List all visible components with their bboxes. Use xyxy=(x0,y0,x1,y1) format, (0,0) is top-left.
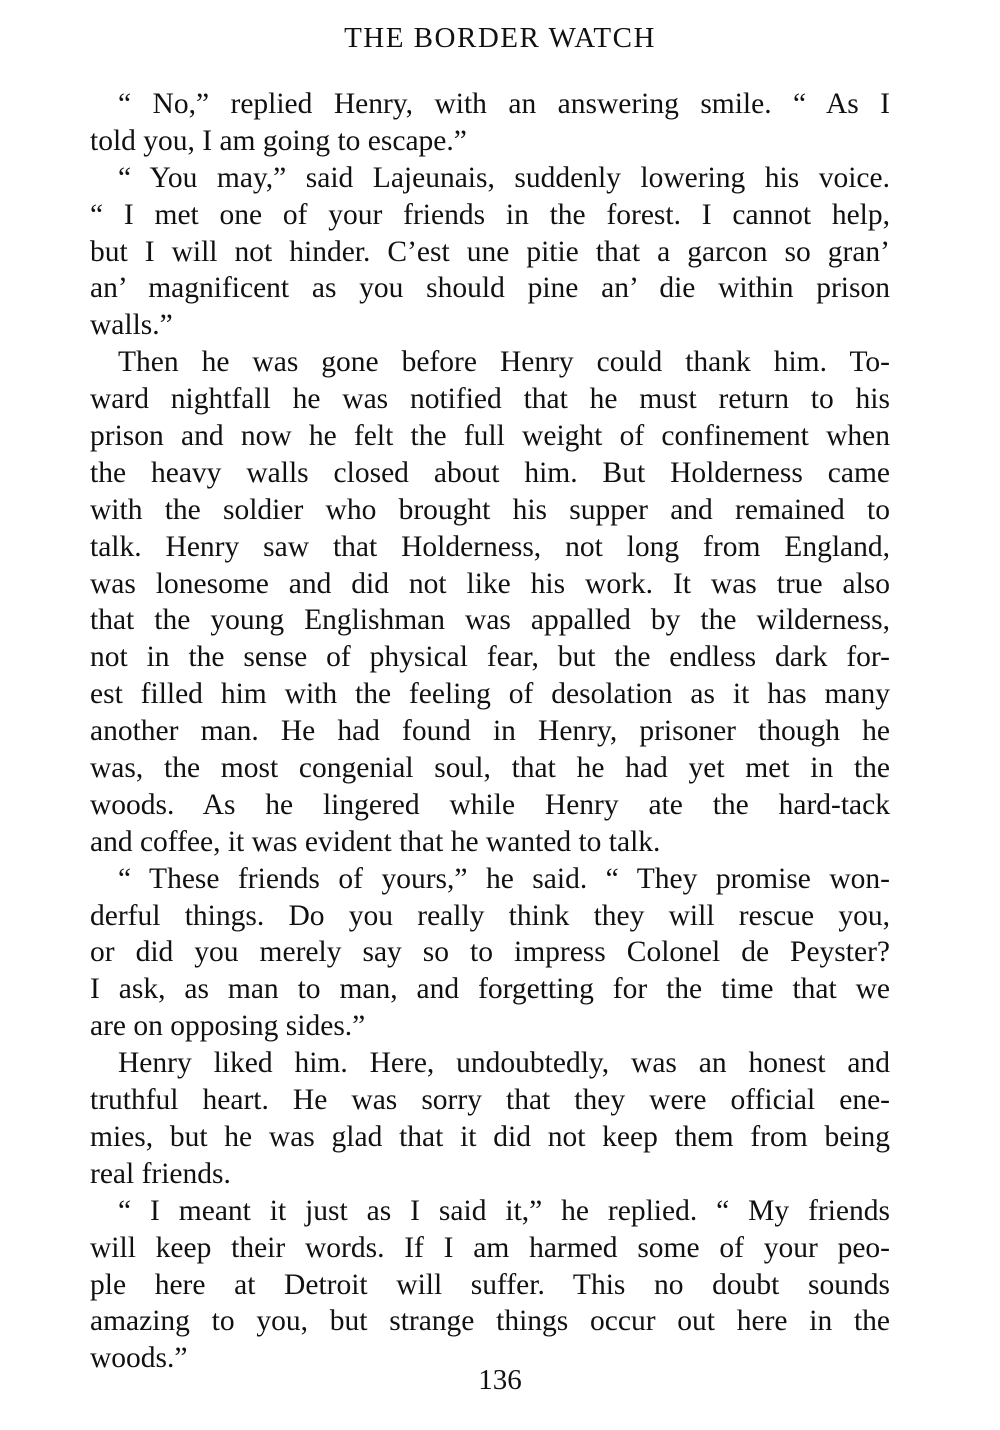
running-head: THE BORDER WATCH xyxy=(344,22,656,54)
text-line: est filled him with the feeling of desolation as it has many xyxy=(90,678,890,711)
text-line: truthful heart. He was sorry that they were official ene- xyxy=(90,1084,890,1117)
text-line: ple here at Detroit will suffer. This no doubt sounds xyxy=(90,1268,890,1301)
text-line: mies, but he was glad that it did not keep them from being xyxy=(90,1120,890,1153)
text-line: real friends. xyxy=(90,1157,231,1190)
text-line: “ I meant it just as I said it,” he replied. “ My friends xyxy=(118,1194,890,1227)
text-line: that the young Englishman was appalled by the wilderness, xyxy=(90,604,890,637)
text-line: prison and now he felt the full weight of confinement when xyxy=(90,420,890,453)
text-line: the heavy walls closed about him. But Holderness came xyxy=(90,456,890,489)
text-line: told you, I am going to escape.” xyxy=(90,124,467,157)
text-line: will keep their words. If I am harmed some of your peo- xyxy=(90,1231,890,1264)
text-line: Henry liked him. Here, undoubtedly, was an honest and xyxy=(118,1047,890,1080)
text-line: walls.” xyxy=(90,309,173,342)
text-line: woods. As he lingered while Henry ate the hard-tack xyxy=(90,788,890,821)
text-line: talk. Henry saw that Holderness, not long from England, xyxy=(90,530,890,563)
text-line: an’ magnificent as you should pine an’ die within prison xyxy=(90,272,890,305)
text-line: not in the sense of physical fear, but the endless dark for- xyxy=(90,641,890,674)
text-line: ward nightfall he was notified that he must return to his xyxy=(90,383,890,416)
text-line: and coffee, it was evident that he wanted to talk. xyxy=(90,825,661,858)
page-number: 136 xyxy=(478,1364,522,1396)
text-line: I ask, as man to man, and forgetting for the time that we xyxy=(90,973,890,1006)
text-line: Then he was gone before Henry could thank him. To- xyxy=(118,346,890,379)
text-line: with the soldier who brought his supper and remained to xyxy=(90,493,890,526)
text-line: are on opposing sides.” xyxy=(90,1010,366,1043)
text-line: or did you merely say so to impress Colonel de Peyster? xyxy=(90,936,890,969)
text-line: “ These friends of yours,” he said. “ They promise won- xyxy=(118,862,890,895)
text-line: amazing to you, but strange things occur out here in the xyxy=(90,1305,890,1338)
text-line: another man. He had found in Henry, prisoner though he xyxy=(90,715,890,748)
text-line: was, the most congenial soul, that he had yet met in the xyxy=(90,752,890,785)
body-text xyxy=(90,86,890,1377)
text-line: “ I met one of your friends in the forest. I cannot help, xyxy=(90,198,890,231)
text-line: woods.” xyxy=(90,1342,188,1375)
text-line: derful things. Do you really think they will rescue you, xyxy=(90,899,890,932)
text-line: was lonesome and did not like his work. It was true also xyxy=(90,567,890,600)
text-line: but I will not hinder. C’est une pitie that a garcon so gran’ xyxy=(90,235,890,268)
text-line: “ You may,” said Lajeunais, suddenly lowering his voice. xyxy=(118,161,890,194)
text-line: “ No,” replied Henry, with an answering smile. “ As I xyxy=(118,88,890,120)
